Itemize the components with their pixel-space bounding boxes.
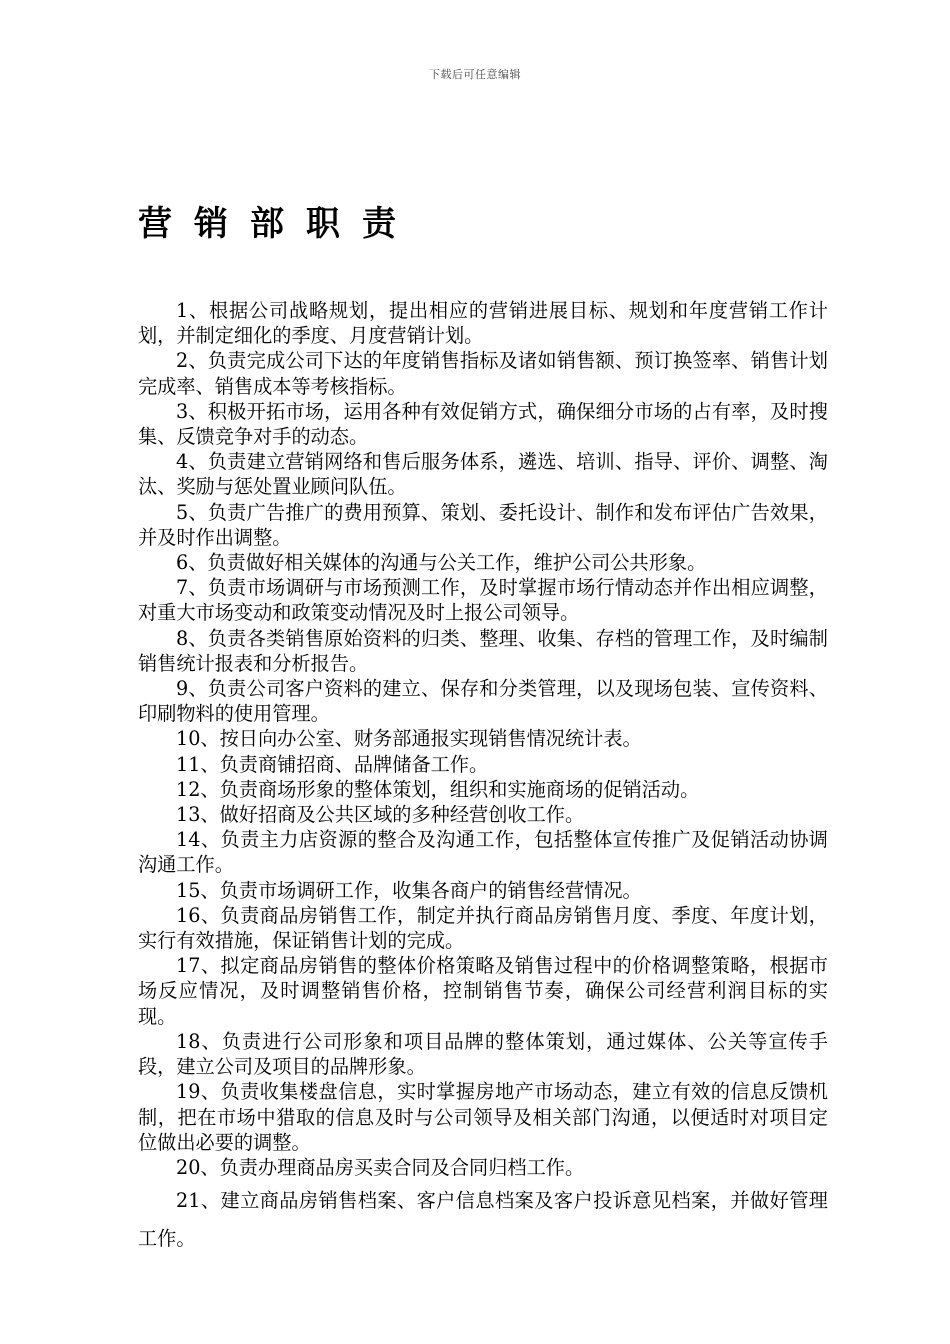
duty-item-4: 4、负责建立营销网络和售后服务体系，遴选、培训、指导、评价、调整、淘汰、奖励与惩处置业顾问队伍。 xyxy=(138,450,828,499)
duty-item-2: 2、负责完成公司下达的年度销售指标及诸如销售额、预订换签率、销售计划完成率、销售成本等考核指标。 xyxy=(138,349,828,398)
duty-item-8: 8、负责各类销售原始资料的归类、整理、收集、存档的管理工作，及时编制销售统计报表和分析报告。 xyxy=(138,626,828,675)
duty-item-16: 16、负责商品房销售工作，制定并执行商品房销售月度、季度、年度计划，实行有效措施，保证销售计划的完成。 xyxy=(138,903,828,953)
duty-item-3: 3、积极开拓市场，运用各种有效促销方式，确保细分市场的占有率，及时搜集、反馈竞争对手的动态。 xyxy=(138,399,828,449)
duty-item-20: 20、负责办理商品房买卖合同及合同归档工作。 xyxy=(176,1155,585,1179)
duty-item-9: 9、负责公司客户资料的建立、保存和分类管理，以及现场包装、宣传资料、印刷物料的使用管理。 xyxy=(138,677,828,726)
duty-item-7: 7、负责市场调研与市场预测工作，及时掌握市场行情动态并作出相应调整，对重大市场变动和政策变动情况及时上报公司领导。 xyxy=(138,576,828,625)
duty-item-17: 17、拟定商品房销售的整体价格策略及销售过程中的价格调整策略，根据市场反应情况，及时调整销售价格，控制销售节奏，确保公司经营利润目标的实现。 xyxy=(138,954,828,1028)
duty-item-6: 6、负责做好相关媒体的沟通与公关工作，维护公司公共形象。 xyxy=(176,551,707,575)
duty-item-13: 13、做好招商及公共区域的多种经营创收工作。 xyxy=(176,803,585,827)
duty-item-5: 5、负责广告推广的费用预算、策划、委托设计、制作和发布评估广告效果，并及时作出调整。 xyxy=(138,500,828,549)
duty-item-11: 11、负责商铺招商、品牌储备工作。 xyxy=(176,752,489,776)
duty-item-21: 21、建立商品房销售档案、客户信息档案及客户投诉意见档案，并做好管理工作。 xyxy=(138,1189,828,1251)
header-note: 下载后可任意编辑 xyxy=(429,68,521,81)
duty-list xyxy=(138,298,828,1258)
duty-item-10: 10、按日向办公室、财务部通报实现销售情况统计表。 xyxy=(176,727,642,751)
duty-item-19: 19、负责收集楼盘信息，实时掌握房地产市场动态，建立有效的信息反馈机制，把在市场中猎取的信息及时与公司领导及相关部门沟通，以便适时对项目定位做出必要的调整。 xyxy=(138,1080,828,1154)
duty-item-1: 1、根据公司战略规划，提出相应的营销进展目标、规划和年度营销工作计划，并制定细化的季度、月度营销计划。 xyxy=(138,299,828,348)
document-title: 营销部职责 xyxy=(138,204,418,244)
duty-item-12: 12、负责商场形象的整体策划，组织和实施商场的促销活动。 xyxy=(176,777,700,801)
duty-item-15: 15、负责市场调研工作，收集各商户的销售经营情况。 xyxy=(176,878,642,902)
duty-item-14: 14、负责主力店资源的整合及沟通工作，包括整体宣传推广及促销活动协调沟通工作。 xyxy=(138,828,828,877)
duty-item-18: 18、负责进行公司形象和项目品牌的整体策划，通过媒体、公关等宣传手段，建立公司及项目的品牌形象。 xyxy=(138,1029,828,1079)
